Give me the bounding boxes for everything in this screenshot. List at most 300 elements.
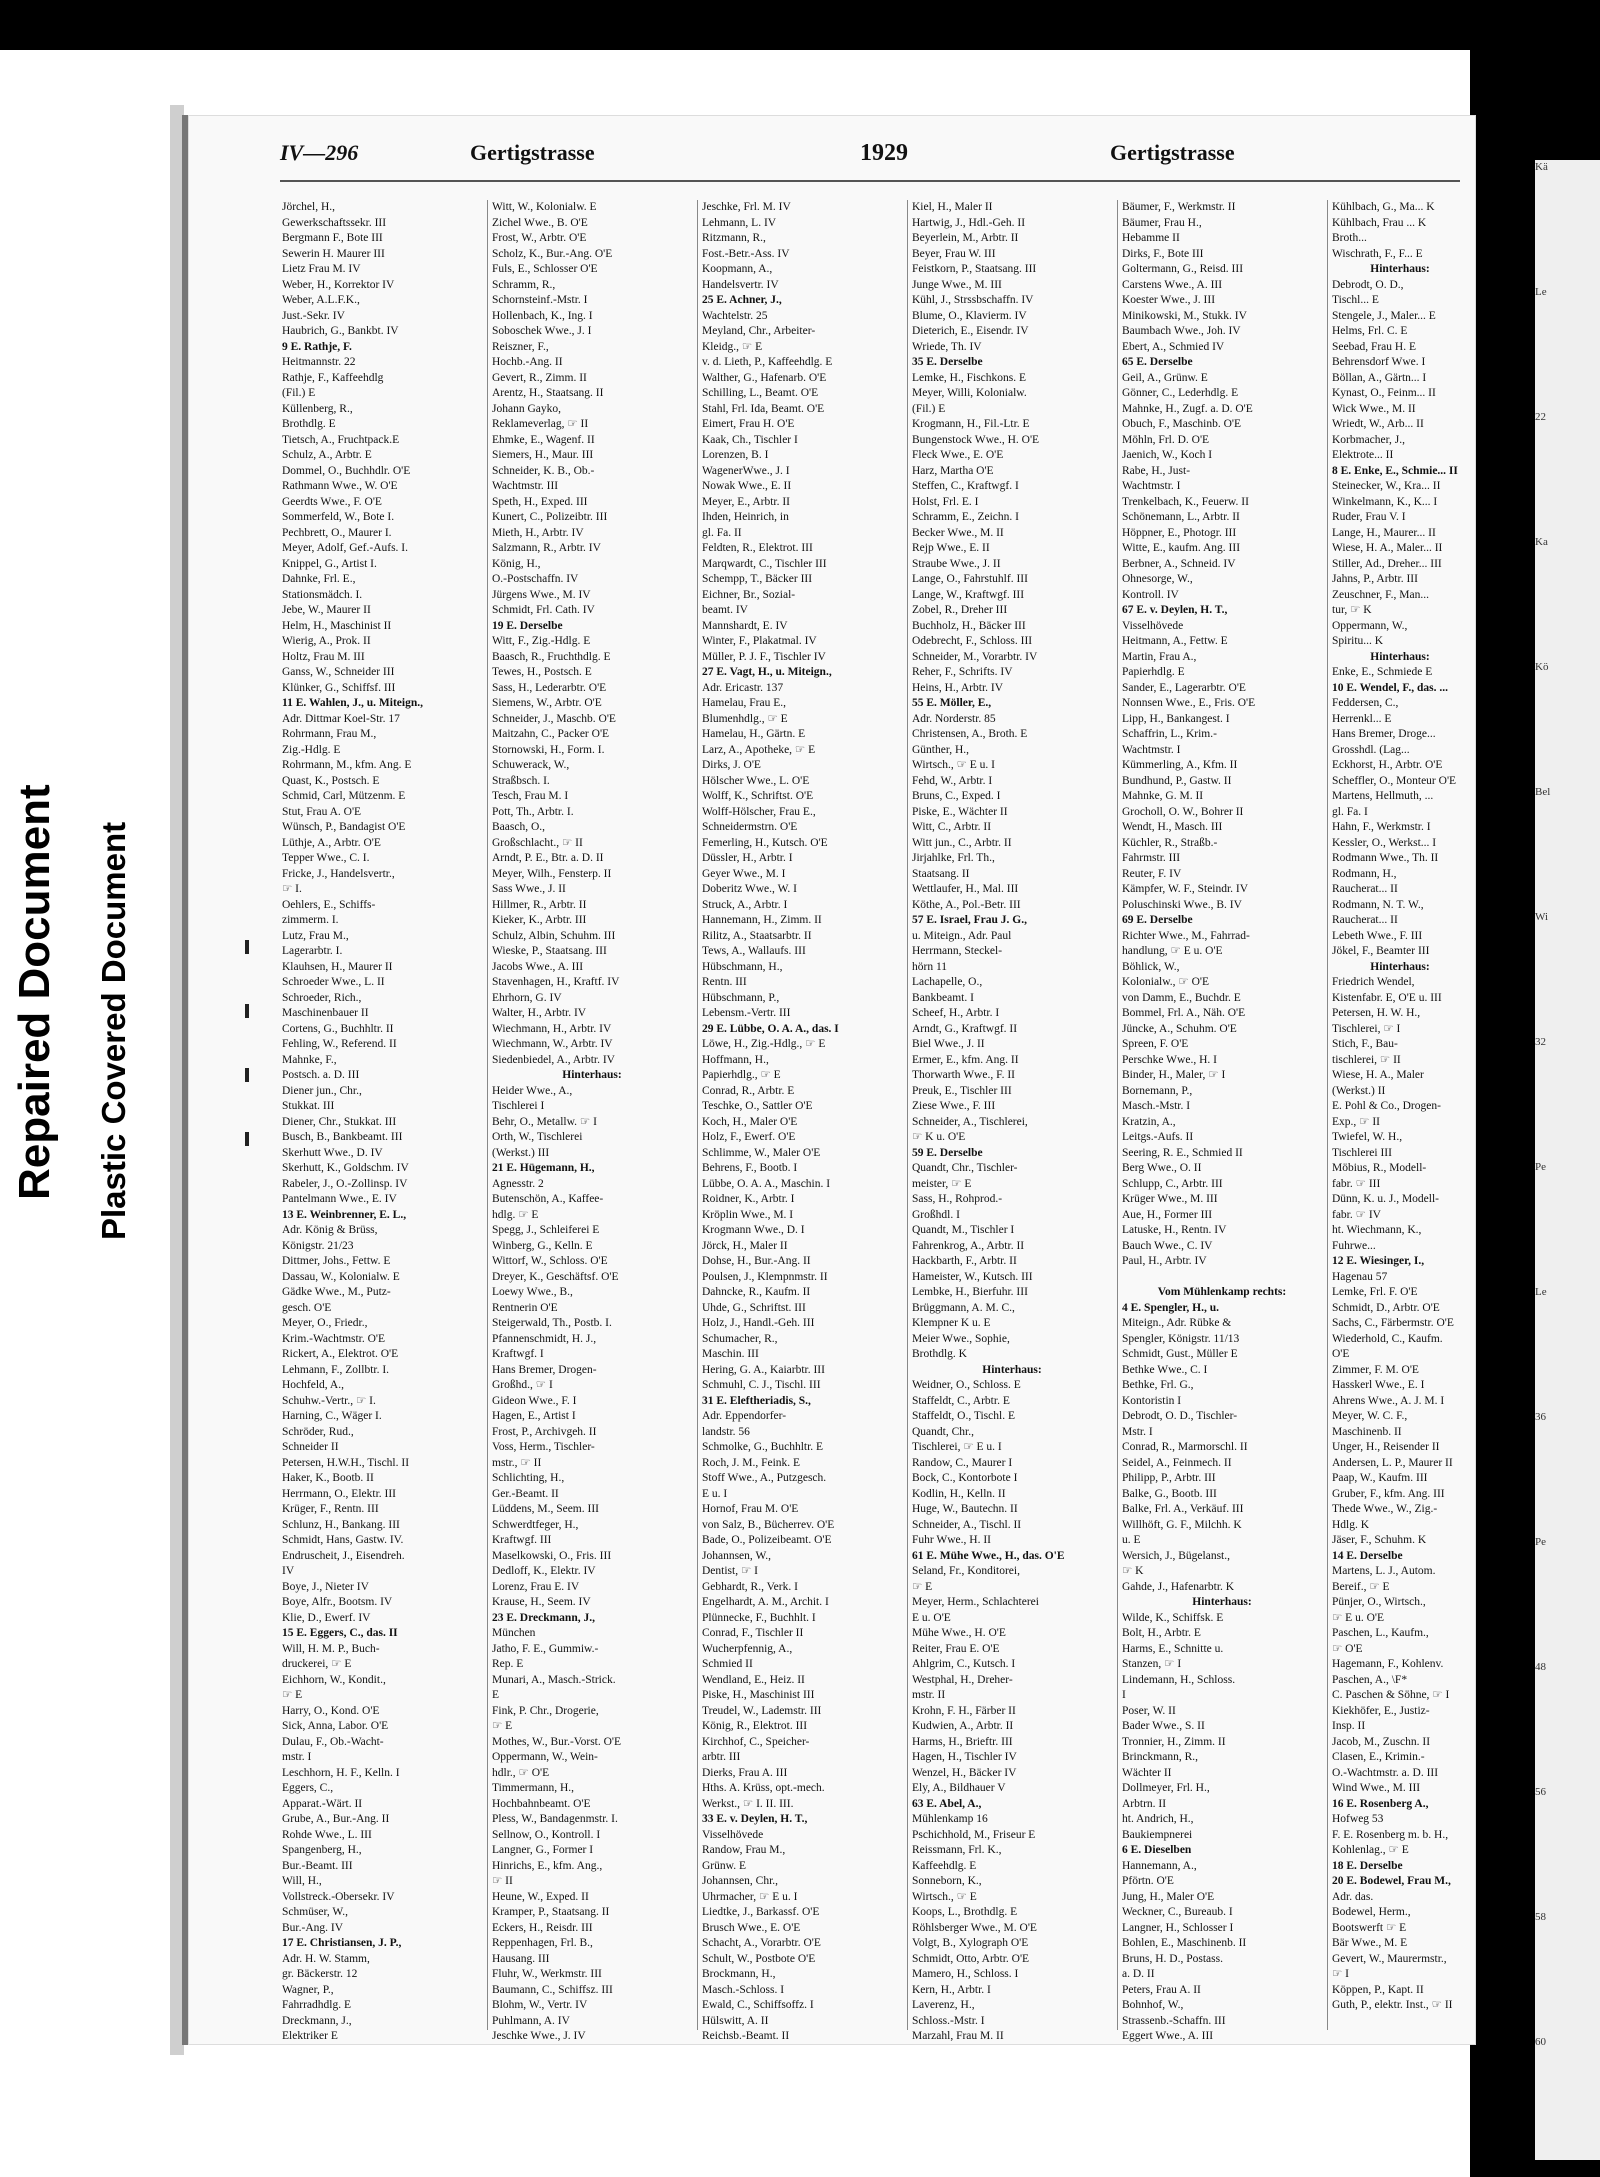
directory-entry-line: Küllenberg, R., [282, 402, 353, 415]
directory-entry-line: O.-Wachtmstr. a. D. III [1332, 1766, 1439, 1779]
directory-entry-line: Meyer, Wilh., Fensterp. II [492, 867, 612, 880]
directory-entry-line: Tischlerei, ☞ I [1332, 1022, 1401, 1035]
directory-entry-line: Kleidg., ☞ E [702, 340, 763, 353]
directory-entry-line: Ehrhorn, G. IV [492, 991, 562, 1004]
directory-entry-line: Hornof, Frau M. O'E [702, 1503, 799, 1515]
directory-entry-line: Balke, Frl. A., Verkäuf. III [1122, 1503, 1244, 1515]
directory-entry-line: Stukkat. III [282, 1100, 335, 1112]
directory-entry-line: Meyer, Herm., Schlachterei [912, 1596, 1039, 1608]
directory-entry-line: Ermer, E., kfm. Ang. II [912, 1053, 1019, 1066]
directory-entry-line: Wucherpfennig, A., [702, 1642, 793, 1655]
directory-entry-line: Winter, F., Plakatmal. IV [702, 635, 817, 647]
directory-entry-line: Brusch Wwe., E. O'E [702, 1921, 801, 1934]
directory-entry-line: Staatsang. II [912, 867, 970, 880]
directory-entry-line: Ziese Wwe., F. III [912, 1100, 996, 1112]
directory-entry-line: Wachtmstr. III [492, 480, 559, 492]
directory-entry-line: Stornowski, H., Form. I. [492, 743, 605, 756]
directory-entry-line: Bereif., ☞ E [1332, 1580, 1390, 1593]
directory-entry-line: Schmüser, W., [282, 1906, 348, 1918]
directory-entry-line: Agnesstr. 2 [492, 1177, 544, 1190]
directory-entry-line: Seering, R. E., Schmied II [1122, 1146, 1243, 1159]
margin-marks [245, 940, 265, 1200]
directory-entry-line: Haubrich, G., Bankbt. IV [282, 325, 399, 337]
directory-entry-line: 10 E. Wendel, F., das. ... [1332, 681, 1448, 694]
directory-entry-line: Kunert, C., Polizeibtr. III [492, 511, 608, 523]
directory-entry-line: Heune, W., Exped. II [492, 1890, 589, 1903]
directory-entry-line: Schuwerack, W., [492, 759, 570, 771]
directory-entry-line: Harz, Martha O'E [912, 464, 994, 477]
directory-entry-line: Wünsch, P., Bandagist O'E [282, 821, 406, 833]
directory-entry-line: Schmid, Carl, Mützenm. E [282, 790, 406, 802]
directory-entry-line: u. Miteign., Adr. Paul [912, 929, 1012, 942]
directory-entry-line: Rentnerin O'E [492, 1301, 558, 1314]
directory-entry-line: Hinterhaus: [562, 1069, 622, 1081]
directory-entry-line: Lipp, H., Bankangest. I [1122, 712, 1230, 725]
directory-entry-line: Staffeldt, O., Tischl. E [912, 1410, 1015, 1422]
directory-entry-line: Will, H., [282, 1875, 322, 1887]
directory-entry-line: Großhd., ☞ I [492, 1379, 553, 1391]
directory-entry-line: Paschen, A., \F* [1332, 1673, 1408, 1686]
directory-entry-line: Schaffrin, L., Krim.- [1122, 728, 1217, 740]
directory-entry-line: Hering, G. A., Kaiarbtr. III [702, 1363, 825, 1376]
directory-entry-line: Fuhr Wwe., H. II [912, 1534, 991, 1546]
directory-entry-line: Lutz, Frau M., [282, 929, 349, 942]
directory-entry-line: Rickert, A., Elektrot. O'E [282, 1348, 399, 1360]
directory-entry-line: Schneider, A., Tischlerei, [912, 1115, 1028, 1128]
directory-entry-line: Hinterhaus: [1192, 1596, 1252, 1608]
directory-entry-line: Endruscheit, J., Eisendreh. [282, 1549, 405, 1562]
directory-entry-line: Aue, H., Former III [1122, 1208, 1213, 1221]
directory-entry-line: Balke, G., Bootb. III [1122, 1487, 1217, 1500]
directory-entry-line: Eckhorst, H., Arbtr. O'E [1332, 759, 1443, 771]
directory-entry-line: Geil, A., Grünw. E [1122, 371, 1208, 384]
directory-entry-line: 9 E. Rathje, F. [282, 340, 352, 353]
directory-entry-line: Laverenz, H., [912, 1999, 975, 2011]
directory-entry-line: Walther, G., Hafenarb. O'E [702, 371, 827, 384]
directory-entry-line: Koops, L., Brothdlg. E [912, 1906, 1018, 1918]
directory-entry-line: Harms, E., Schnitte u. [1122, 1642, 1224, 1655]
directory-entry-line: Sick, Anna, Labor. O'E [282, 1720, 389, 1732]
directory-entry-line: 13 E. Weinbrenner, E. L., [282, 1208, 407, 1221]
directory-entry-line: Enke, E., Schmiede E [1332, 666, 1433, 678]
directory-entry-line: IV [282, 1565, 295, 1577]
directory-entry-line: Philipp, P., Arbtr. III [1122, 1472, 1216, 1484]
directory-entry-line: Dirks, F., Bote III [1122, 247, 1204, 260]
directory-entry-line: Dahncke, R., Kaufm. II [702, 1286, 811, 1298]
directory-entry-line: Boye, J., Nieter IV [282, 1580, 369, 1593]
directory-entry-line: E u. I [702, 1487, 728, 1500]
directory-entry-line: Wriede, Th. IV [912, 340, 982, 353]
directory-entry-line: Hinterhaus: [1370, 263, 1430, 275]
directory-entry-line: Gebhardt, R., Verk. I [702, 1580, 798, 1593]
directory-entry-line: Gönner, C., Lederhdlg. E [1122, 387, 1239, 399]
directory-entry-line: Hamelau, H., Gärtn. E [702, 728, 806, 740]
directory-entry-line: Stoff Wwe., A., Putzgesch. [702, 1472, 827, 1484]
directory-entry-line: Bohnhof, W., [1122, 1999, 1184, 2011]
directory-entry-line: Jüncke, A., Schuhm. O'E [1122, 1022, 1237, 1035]
directory-entry-line: Geerdts Wwe., F. O'E [282, 495, 382, 508]
directory-entry-line: Kröplin Wwe., M. I [702, 1208, 794, 1221]
directory-entry-line: Reuter, F. IV [1122, 867, 1182, 880]
directory-entry-line: Bootswerft ☞ E [1332, 1921, 1407, 1934]
directory-entry-line: Herrmann, Steckel- [912, 945, 1003, 957]
column-divider [907, 200, 908, 2030]
directory-entry-line: Lorenz, Frau E. IV [492, 1580, 580, 1593]
adjacent-page-fragment: Kä [1535, 161, 1548, 173]
directory-entry-line: Roidner, K., Arbtr. I [702, 1193, 795, 1205]
column-5 [1122, 200, 1322, 2042]
directory-entry-line: Pschichhold, M., Friseur E [912, 1828, 1036, 1841]
directory-entry-line: Grube, A., Bur.-Ang. II [282, 1813, 390, 1825]
directory-entry-line: Quandt, M., Tischler I [912, 1224, 1015, 1236]
directory-entry-line: Stut, Frau A. O'E [282, 805, 362, 818]
directory-entry-line: Hagenau 57 [1332, 1270, 1388, 1283]
directory-entry-line: Raucherat... II [1332, 914, 1398, 926]
adjacent-page-fragment: Le [1535, 1286, 1547, 1298]
directory-entry-line: Lebeth Wwe., F. III [1332, 929, 1423, 942]
directory-entry-line: u. E [1122, 1534, 1141, 1546]
directory-entry-line: Meyer, Willi, Kolonialw. [912, 387, 1027, 399]
directory-entry-line: Hannemann, A., [1122, 1859, 1197, 1872]
directory-entry-line: Küchler, R., Straßb.- [1122, 836, 1218, 849]
directory-entry-line: Martens, Hellmuth, ... [1332, 790, 1434, 802]
directory-entry-line: Dittmer, Johs., Fettw. E [282, 1255, 391, 1267]
directory-entry-line: Andersen, L. P., Maurer II [1332, 1456, 1453, 1469]
directory-entry-line: fabr. ☞ III [1332, 1177, 1381, 1190]
directory-entry-line: (Fil.) E [282, 387, 316, 399]
directory-entry-line: Rabe, H., Just- [1122, 464, 1191, 477]
directory-entry-line: Lemke, Frl. F. O'E [1332, 1286, 1418, 1298]
directory-entry-line: Adr. König & Brüss, [282, 1224, 378, 1236]
directory-entry-line: Kämpfer, W. F., Steindr. IV [1122, 883, 1249, 895]
directory-entry-line: Lange, O., Fahrstuhlf. III [912, 573, 1028, 585]
directory-entry-line: Böhlick, W., [1122, 960, 1180, 973]
directory-entry-line: Blumenhdlg., ☞ E [702, 712, 788, 725]
directory-entry-line: Tepper Wwe., C. I. [282, 852, 370, 864]
directory-entry-line: O.-Postschaffn. IV [492, 573, 579, 585]
directory-entry-line: Bornemann, P., [1122, 1084, 1193, 1097]
directory-entry-line: Sachs, C., Färbermstr. O'E [1332, 1317, 1454, 1329]
directory-entry-line: Adr. das. [1332, 1890, 1374, 1903]
directory-entry-line: v. d. Lieth, P., Kaffeehdlg. E [702, 356, 833, 368]
directory-entry-line: Sass, H., Rohprod.- [912, 1193, 1003, 1205]
directory-entry-line: Tischlerei III [1332, 1146, 1392, 1159]
directory-entry-line: Stich, F., Bau- [1332, 1038, 1398, 1050]
directory-entry-line: Zimmer, F. M. O'E [1332, 1363, 1419, 1376]
directory-entry-line: Kieker, K., Arbtr. III [492, 914, 587, 926]
directory-entry-line: Reichsb.-Beamt. II [702, 2030, 790, 2042]
directory-entry-line: Papierhdlg., ☞ E [702, 1069, 781, 1081]
directory-entry-line: Spiritu... K [1332, 635, 1384, 647]
directory-entry-line: Hans Bremer, Droge... [1332, 728, 1436, 740]
directory-entry-line: Uhde, G., Schriftst. III [702, 1301, 806, 1314]
adjacent-page-fragment: 22 [1535, 411, 1546, 423]
directory-entry-line: Mühe Wwe., H. O'E [912, 1627, 1006, 1639]
column-3 [702, 200, 902, 2042]
directory-entry-line: 14 E. Derselbe [1332, 1549, 1403, 1562]
directory-entry-line: Brothdlg. K [912, 1348, 967, 1360]
directory-entry-line: Krause, H., Seem. IV [492, 1596, 591, 1608]
directory-entry-line: Poulsen, J., Klempnmstr. II [702, 1270, 828, 1283]
directory-entry-line: Schornsteinf.-Mstr. I [492, 294, 588, 306]
directory-entry-line: Teschke, O., Sattler O'E [702, 1100, 813, 1112]
directory-entry-line: Clasen, E., Krimin.- [1332, 1751, 1425, 1763]
directory-entry-line: Reissmann, Frl. K., [912, 1844, 1002, 1856]
directory-entry-line: Stahl, Frl. Ida, Beamt. O'E [702, 402, 825, 415]
directory-entry-line: Krohn, F. H., Färber II [912, 1704, 1016, 1717]
directory-entry-line: Wittorf, W., Schloss. O'E [492, 1255, 608, 1267]
directory-entry-line: Herrmann, O., Elektr. III [282, 1487, 397, 1500]
directory-entry-line: Munari, A., Masch.-Strick. [492, 1673, 616, 1686]
directory-entry-line: Mothes, W., Bur.-Vorst. O'E [492, 1735, 622, 1748]
directory-entry-line: Ruder, Frau V. I [1332, 511, 1406, 523]
directory-entry-line: Bolt, H., Arbtr. E [1122, 1627, 1201, 1639]
directory-entry-line: 25 E. Achner, J., [702, 294, 782, 306]
directory-entry-line: Nonnsen Wwe., E., Fris. O'E [1122, 697, 1256, 709]
directory-entry-line: Wiechmann, W., Arbtr. IV [492, 1038, 613, 1050]
directory-entry-line: Hillmer, R., Arbtr. II [492, 898, 587, 911]
directory-entry-line: Harning, C., Wäger I. [282, 1410, 382, 1422]
directory-entry-line: Lebensm.-Vertr. III [702, 1007, 791, 1019]
directory-entry-line: Wriedt, W., Arb... II [1332, 418, 1424, 430]
directory-entry-line: Zig.-Hdlg. E [282, 743, 341, 756]
directory-entry-line: Volgt, B., Xylograph O'E [912, 1937, 1029, 1949]
directory-entry-line: Spegg, J., Schleiferei E [492, 1224, 600, 1236]
directory-entry-line [1122, 1270, 1322, 1286]
directory-entry-line: Gädke Wwe., M., Putz- [282, 1286, 391, 1298]
directory-entry-line: Hübschmann, H., [702, 960, 783, 973]
directory-entry-line: ☞ I [1332, 1968, 1350, 1980]
directory-entry-line: 16 E. Rosenberg A., [1332, 1797, 1429, 1810]
directory-entry-line: Fink, P. Chr., Drogerie, [492, 1704, 599, 1717]
directory-entry-line: Spreen, F. O'E [1122, 1038, 1189, 1050]
directory-entry-line: Jacobs Wwe., A. III [492, 960, 584, 973]
directory-entry-line: Kühl, J., Strssbschaffn. IV [912, 294, 1034, 306]
street-name-left: Gertigstrasse [470, 140, 595, 165]
directory-entry-line: Johannsen, Chr., [702, 1875, 779, 1887]
directory-entry-line: Lange, W., Kraftwgf. III [912, 588, 1025, 601]
directory-entry-line: Tronnier, H., Zimm. II [1122, 1735, 1226, 1748]
directory-entry-line: Butenschön, A., Kaffee- [492, 1193, 604, 1205]
directory-entry-line: Kiel, H., Maler II [912, 201, 993, 213]
directory-entry-line: Odebrecht, F., Schloss. III [912, 635, 1033, 647]
directory-entry-line: fabr. ☞ IV [1332, 1208, 1381, 1221]
directory-entry-line: Arbtrn. II [1122, 1797, 1167, 1810]
directory-entry-line: Gevert, W., Maurermstr., [1332, 1952, 1447, 1965]
directory-entry-line: Wettlaufer, H., Mal. III [912, 883, 1019, 895]
directory-entry-line: Wiese, H. A., Maler [1332, 1069, 1424, 1081]
directory-entry-line: Arndt, P. E., Btr. a. D. II [492, 852, 604, 864]
directory-entry-line: gesch. O'E [282, 1301, 332, 1314]
directory-entry-line: Bohlen, E., Maschinenb. II [1122, 1937, 1247, 1949]
directory-entry-line: Bade, O., Polizeibeamt. O'E [702, 1534, 832, 1546]
directory-entry-line: Rohrmann, M., kfm. Ang. E [282, 759, 412, 771]
directory-entry-line: Bader Wwe., S. II [1122, 1720, 1205, 1732]
directory-entry-line: Hans Bremer, Drogen- [492, 1363, 597, 1376]
directory-entry-line: Jebe, W., Maurer II [282, 604, 371, 616]
directory-entry-line: Ohnesorge, W., [1122, 573, 1193, 585]
directory-entry-line: WagenerWwe., J. I [702, 464, 790, 477]
directory-entry-line: Schulz, Albin, Schuhm. III [492, 929, 616, 942]
column-divider [1117, 200, 1118, 2030]
directory-entry-line: Schlunz, H., Bankang. III [282, 1518, 400, 1531]
directory-entry-line: Debrodt, O. D., [1332, 278, 1404, 291]
directory-entry-line: Diener, Chr., Stukkat. III [282, 1115, 397, 1128]
directory-entry-line: 35 E. Derselbe [912, 356, 983, 368]
column-1 [282, 200, 482, 2042]
directory-entry-line: Berbner, A., Schneid. IV [1122, 557, 1236, 570]
directory-entry-line: Arentz, H., Staatsang. II [492, 387, 604, 399]
directory-entry-line: 27 E. Vagt, H., u. Miteign., [702, 666, 832, 678]
directory-entry-line: beamt. IV [702, 604, 748, 616]
directory-entry-line: Christensen, A., Broth. E [912, 728, 1028, 740]
directory-entry-line: Pünjer, O., Wirtsch., [1332, 1596, 1426, 1608]
directory-entry-line: Dedloff, K., Elektr. IV [492, 1565, 596, 1577]
directory-entry-line: Quast, K., Postsch. E [282, 774, 380, 787]
directory-entry-line: Oehlers, E., Schiffs- [282, 898, 376, 911]
directory-entry-line: Ger.-Beamt. II [492, 1487, 559, 1500]
directory-entry-line: Schramm, R., [492, 278, 556, 291]
directory-entry-line: Baumann, C., Schiffsz. III [492, 1983, 613, 1996]
directory-entry-line: Hths. A. Krüss, opt.-mech. [702, 1782, 825, 1794]
directory-entry-line: Tischlerei I [492, 1100, 545, 1112]
column-divider [697, 200, 698, 2030]
directory-entry-line: Dieterich, E., Eisendr. IV [912, 325, 1029, 337]
directory-entry-line: 17 E. Christiansen, J. P., [282, 1937, 402, 1949]
directory-entry-line: Kaak, Ch., Tischler I [702, 433, 798, 446]
directory-entry-line: Schneider, M., Vorarbtr. IV [912, 650, 1038, 663]
directory-entry-line: Twiefel, W. H., [1332, 1131, 1403, 1143]
directory-entry-line: Struck, A., Arbtr. I [702, 898, 788, 911]
directory-entry-line: Adr. Ericastr. 137 [702, 681, 784, 694]
adjacent-page-fragment: Ka [1535, 536, 1548, 548]
directory-entry-line: Kynast, O., Feinm... II [1332, 387, 1436, 399]
directory-entry-line: Schempp, T., Bäcker III [702, 573, 813, 585]
directory-entry-line: Schmidt, Otto, Arbtr. O'E [912, 1952, 1030, 1965]
column-4 [912, 200, 1112, 2042]
adjacent-page-fragment: Bel [1535, 786, 1551, 798]
directory-entry-line: Speth, H., Exped. III [492, 495, 588, 508]
directory-entry-line: Tischlerei, ☞ E u. I [912, 1441, 1002, 1453]
directory-entry-line: Fost.-Betr.-Ass. IV [702, 247, 790, 260]
directory-entry-line: Oppermann, W., [1332, 619, 1408, 632]
directory-entry-line: Bankbeamt. I [912, 991, 974, 1004]
directory-entry-line: Hoffmann, H., [702, 1053, 769, 1066]
directory-entry-line: 23 E. Dreckmann, J., [492, 1611, 595, 1624]
directory-entry-line: meister, ☞ E [912, 1177, 972, 1190]
directory-entry-line: Eichner, Br., Sozial- [702, 588, 796, 601]
directory-entry-line: Bodewel, Herm., [1332, 1906, 1411, 1918]
directory-entry-line: Schmidt, D., Arbtr. O'E [1332, 1301, 1440, 1314]
adjacent-page-fragment: 60 [1535, 2036, 1546, 2048]
directory-entry-line: Koch, H., Maler O'E [702, 1115, 798, 1128]
directory-entry-line: Pantelmann Wwe., E. IV [282, 1193, 397, 1205]
directory-entry-line: Adr. H. W. Stamm, [282, 1952, 370, 1965]
directory-entry-line: Dünn, K. u. J., Modell- [1332, 1193, 1440, 1205]
directory-entry-line: landstr. 56 [702, 1425, 750, 1438]
directory-entry-line: Wolff, K., Schriftst. O'E [702, 790, 814, 802]
directory-entry-line: Dommel, O., Buchhdlr. O'E [282, 464, 411, 477]
directory-entry-line: Fricke, J., Handelsvertr., [282, 867, 395, 880]
directory-entry-line: Rathje, F., Kaffeehdlg [282, 371, 384, 384]
directory-entry-line: Pless, W., Bandagenmstr. I. [492, 1813, 618, 1825]
directory-entry-line: Korbmacher, J., [1332, 433, 1405, 446]
directory-entry-line: Insp. II [1332, 1720, 1366, 1732]
directory-entry-line: Biel Wwe., J. II [912, 1038, 985, 1050]
adjacent-page-fragment: Pe [1535, 1536, 1546, 1548]
directory-entry-line: Stationsmädch. I. [282, 588, 363, 601]
directory-entry-line: 57 E. Israel, Frau J. G., [912, 914, 1027, 926]
directory-entry-line: Bethke, Frl. G., [1122, 1379, 1194, 1391]
directory-entry-line: Mstr. I [1122, 1425, 1153, 1438]
directory-entry-line: Mahnke, G. M. II [1122, 790, 1204, 802]
directory-entry-line: Stengele, J., Maler... E [1332, 309, 1436, 322]
directory-entry-line: Eggers, C., [282, 1782, 334, 1794]
directory-entry-line: Lachapelle, O., [912, 976, 983, 988]
directory-entry-line: Hollenbach, K., Ing. I [492, 309, 593, 322]
directory-entry-line: Brüggmann, A. M. C., [912, 1301, 1015, 1314]
directory-entry-line: Langner, G., Former I [492, 1844, 594, 1856]
directory-entry-line: 55 E. Möller, E., [912, 697, 992, 709]
directory-entry-line: Debrodt, O. D., Tischler- [1122, 1410, 1238, 1422]
directory-entry-line: gl. Fa. II [702, 526, 742, 539]
directory-entry-line: Meier Wwe., Sophie, [912, 1332, 1010, 1345]
directory-entry-line: Zichel Wwe., B. O'E [492, 216, 588, 229]
directory-entry-line: 18 E. Derselbe [1332, 1859, 1403, 1872]
directory-entry-line: Holz, F., Ewerf. O'E [702, 1131, 796, 1143]
directory-entry-line: mstr. I [282, 1751, 312, 1763]
directory-entry-line: Hübschmann, P., [702, 991, 780, 1004]
directory-entry-line: Jaenich, W., Koch I [1122, 449, 1213, 461]
directory-entry-line: Just.-Sekr. IV [282, 309, 345, 322]
directory-entry-line: Tischl... E [1332, 294, 1379, 306]
directory-entry-line: Kraftwgf. III [492, 1534, 552, 1546]
directory-entry-line: Richter Wwe., M., Fahrrad- [1122, 929, 1250, 942]
directory-entry-line: Wirtsch., ☞ E [912, 1890, 977, 1903]
directory-entry-line: Witt, W., Kolonialw. E [492, 201, 597, 213]
directory-entry-line: Minikowski, M., Stukk. IV [1122, 309, 1247, 322]
directory-entry-line: Arndt, G., Kraftwgf. II [912, 1022, 1018, 1035]
directory-entry-line: Stiller, Ad., Dreher... III [1332, 557, 1442, 570]
directory-entry-line: Oppermann, W., Wein- [492, 1751, 598, 1763]
directory-entry-line: Schneider, K. B., Ob.- [492, 464, 595, 477]
directory-entry-line: Krüger Wwe., M. III [1122, 1193, 1218, 1205]
directory-entry-line: Baasch, R., Fruchthdlg. E [492, 650, 611, 663]
directory-entry-line: Gruber, F., kfm. Ang. III [1332, 1487, 1445, 1500]
directory-entry-line: ☞ K [1122, 1565, 1144, 1577]
directory-entry-line: Broth... [1332, 232, 1367, 244]
directory-entry-line: Kodlin, H., Kelln. II [912, 1487, 1006, 1500]
directory-entry-line: gl. Fa. I [1332, 805, 1368, 818]
directory-entry-line: Siemens, W., Arbtr. O'E [492, 697, 602, 709]
directory-entry-line: Heitmann, A., Fettw. E [1122, 635, 1228, 647]
directory-entry-line: Witt, F., Zig.-Hdlg. E [492, 635, 591, 647]
directory-entry-line: Liedtke, J., Barkassf. O'E [702, 1906, 820, 1918]
directory-entry-line: Reiszner, F., [492, 340, 549, 353]
directory-entry-line: hdlg. ☞ E [492, 1208, 539, 1221]
directory-entry-line: Schacht, A., Vorarbtr. O'E [702, 1937, 821, 1949]
directory-entry-line: Meyer, O., Friedr., [282, 1317, 368, 1329]
directory-entry-line: Fuls, E., Schlosser O'E [492, 263, 598, 275]
directory-entry-line: Schmuhl, C. J., Tischl. III [702, 1379, 821, 1391]
directory-entry-line: Meyer, W. C. F., [1332, 1410, 1408, 1422]
directory-entry-line: Lübbe, O. A. A., Maschin. I [702, 1177, 831, 1190]
directory-entry-line: Kern, H., Arbtr. I [912, 1983, 991, 1996]
directory-entry-line: Kratzin, A., [1122, 1115, 1176, 1128]
directory-entry-line: Latuske, H., Rentn. IV [1122, 1224, 1227, 1236]
directory-entry-line: Jeschke Wwe., J. IV [492, 2030, 586, 2042]
directory-entry-line: Fuhrwe... [1332, 1239, 1376, 1252]
